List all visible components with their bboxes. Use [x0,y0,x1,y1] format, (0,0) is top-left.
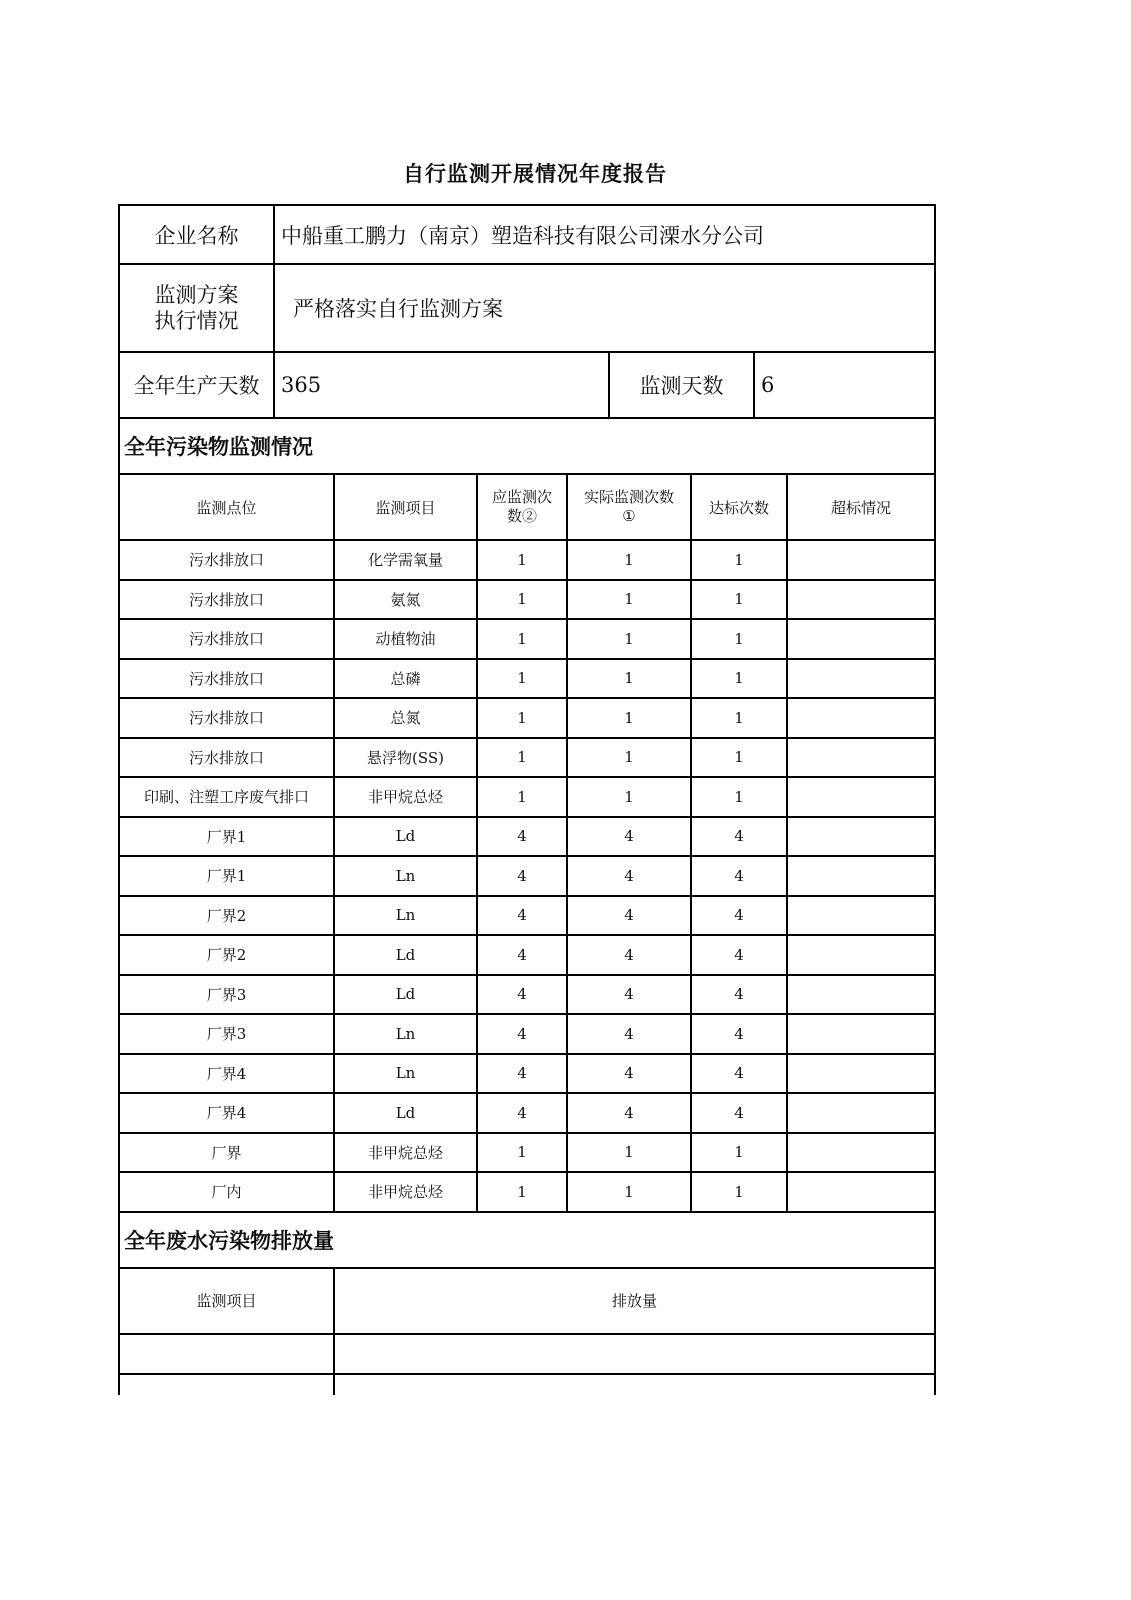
cell-planned: 4 [478,897,568,935]
cell-point: 厂界4 [120,1055,335,1093]
cell-exceed [788,739,934,777]
table-row [118,857,936,897]
cell-passed: 1 [692,620,788,658]
cell-passed: 4 [692,1055,788,1093]
table-row [118,1134,936,1174]
plan-label-line2: 执行情况 [154,309,239,333]
table-row [118,541,936,581]
cell-passed: 1 [692,581,788,619]
table-row [118,818,936,858]
section1-title: 全年污染物监测情况 [124,435,313,459]
header2-amount: 排放量 [611,1292,657,1310]
cell-passed: 1 [692,1173,788,1211]
cell-passed: 4 [692,857,788,895]
cell-item: 非甲烷总烃 [335,1134,478,1172]
cell-item: Ln [335,1055,478,1093]
header-exceed: 超标情况 [830,498,891,517]
cell-actual: 4 [568,857,692,895]
monitoring-header-row [118,475,936,541]
cell-actual: 4 [568,1055,692,1093]
cell-exceed [788,541,934,579]
cell-item: Ld [335,1094,478,1132]
section-pollutant-monitoring [118,419,936,475]
report-title: 自行监测开展情况年度报告 [403,162,667,186]
section-wastewater-discharge [118,1213,936,1269]
cell-item: 总磷 [335,660,478,698]
cell-passed: 1 [692,778,788,816]
header-item: 监测项目 [335,475,478,539]
report-table [118,204,936,1395]
header-actual-line1: 实际监测次数 [583,488,674,507]
cell-point: 厂界3 [120,1015,335,1053]
cell-exceed [788,699,934,737]
table-row [118,778,936,818]
cell-actual: 4 [568,1015,692,1053]
cell-point: 厂内 [120,1173,335,1211]
monitoring-days-label: 监测天数 [610,353,755,417]
header2-item: 监测项目 [120,1269,335,1333]
cell-point: 厂界1 [120,857,335,895]
cell-exceed [788,1134,934,1172]
plan-label-line1: 监测方案 [154,282,239,307]
cell-point: 厂界4 [120,1094,335,1132]
cell-planned: 4 [478,1055,568,1093]
monitoring-days-value: 6 [761,373,775,397]
cell-actual: 1 [568,778,692,816]
cell-passed: 4 [692,976,788,1014]
cell-exceed [788,818,934,856]
cell-item: 化学需氧量 [335,541,478,579]
days-row [118,353,936,419]
cell-planned: 1 [478,1173,568,1211]
cell-planned: 4 [478,936,568,974]
cell-exceed [788,620,934,658]
cell-point: 污水排放口 [120,620,335,658]
cell-exceed [788,857,934,895]
cell-exceed [788,976,934,1014]
cell-exceed [788,1055,934,1093]
cell-exceed [788,778,934,816]
cell-point: 污水排放口 [120,660,335,698]
table-row [118,1015,936,1055]
cell-planned: 1 [478,778,568,816]
cell-planned: 1 [478,1134,568,1172]
company-row [118,204,936,265]
cell-actual: 1 [568,620,692,658]
cell-actual: 4 [568,976,692,1014]
cell-passed: 1 [692,699,788,737]
plan-value: 严格落实自行监测方案 [293,297,503,321]
header-actual-line2: ① [622,507,636,525]
cell-point: 污水排放口 [120,581,335,619]
cell-actual: 1 [568,581,692,619]
table-row [118,1173,936,1213]
cell-passed: 1 [692,660,788,698]
table-row [118,1055,936,1095]
cell-exceed [788,660,934,698]
discharge-item [120,1375,335,1395]
cell-item: Ln [335,1015,478,1053]
cell-planned: 1 [478,620,568,658]
plan-row [118,265,936,353]
cell-passed: 1 [692,739,788,777]
table-row [118,620,936,660]
header-planned [478,475,568,539]
header-point: 监测点位 [120,475,335,539]
cell-point: 污水排放口 [120,541,335,579]
cell-passed: 4 [692,897,788,935]
monitoring-rows [118,541,936,1213]
discharge-row [118,1335,936,1375]
cell-planned: 4 [478,818,568,856]
cell-point: 污水排放口 [120,739,335,777]
cell-actual: 1 [568,699,692,737]
section2-title: 全年废水污染物排放量 [124,1228,334,1253]
cell-point: 厂界3 [120,976,335,1014]
table-row [118,1094,936,1134]
cell-item: 动植物油 [335,620,478,658]
cell-passed: 4 [692,1094,788,1132]
cell-item: 氨氮 [335,581,478,619]
cell-actual: 1 [568,660,692,698]
plan-label [120,265,275,351]
cell-point: 厂界2 [120,897,335,935]
cell-planned: 4 [478,976,568,1014]
cell-planned: 4 [478,857,568,895]
cell-passed: 4 [692,1015,788,1053]
cell-point: 厂界1 [120,818,335,856]
table-row [118,897,936,937]
cell-actual: 1 [568,541,692,579]
cell-exceed [788,897,934,935]
cell-actual: 4 [568,936,692,974]
discharge-amount [335,1335,934,1373]
company-name: 中船重工鹏力（南京）塑造科技有限公司溧水分公司 [281,223,764,248]
cell-actual: 4 [568,1094,692,1132]
company-label: 企业名称 [120,206,275,263]
cell-item: Ld [335,818,478,856]
cell-actual: 1 [568,1134,692,1172]
cell-planned: 1 [478,660,568,698]
header-passed: 达标次数 [692,475,788,539]
cell-exceed [788,1173,934,1211]
cell-exceed [788,1094,934,1132]
header-planned-line1: 应监测次 [491,488,552,507]
discharge-row [118,1375,936,1395]
cell-passed: 4 [692,818,788,856]
cell-item: 非甲烷总烃 [335,1173,478,1211]
cell-actual: 4 [568,818,692,856]
cell-planned: 1 [478,541,568,579]
cell-point: 污水排放口 [120,699,335,737]
cell-planned: 4 [478,1015,568,1053]
cell-exceed [788,936,934,974]
table-row [118,936,936,976]
cell-item: 总氮 [335,699,478,737]
cell-passed: 1 [692,1134,788,1172]
cell-point: 厂界 [120,1134,335,1172]
cell-item: 悬浮物(SS) [335,739,478,777]
table-row [118,699,936,739]
header-actual [568,475,692,539]
cell-planned: 4 [478,1094,568,1132]
cell-actual: 4 [568,897,692,935]
cell-passed: 1 [692,541,788,579]
cell-planned: 1 [478,581,568,619]
cell-actual: 1 [568,739,692,777]
cell-item: Ln [335,857,478,895]
table-row [118,660,936,700]
production-days-value: 365 [275,353,610,417]
cell-point: 厂界2 [120,936,335,974]
cell-passed: 4 [692,936,788,974]
cell-actual: 1 [568,1173,692,1211]
production-days-label: 全年生产天数 [120,353,275,417]
cell-item: 非甲烷总烃 [335,778,478,816]
cell-exceed [788,581,934,619]
cell-planned: 1 [478,699,568,737]
table-row [118,976,936,1016]
header-planned-line2: 数② [506,507,537,525]
discharge-header-row [118,1269,936,1335]
cell-item: Ln [335,897,478,935]
cell-planned: 1 [478,739,568,777]
discharge-item [120,1335,335,1373]
cell-exceed [788,1015,934,1053]
cell-item: Ld [335,976,478,1014]
cell-item: Ld [335,936,478,974]
discharge-amount [335,1375,934,1395]
cell-point: 印刷、注塑工序废气排口 [120,778,335,816]
table-row [118,581,936,621]
table-row [118,739,936,779]
